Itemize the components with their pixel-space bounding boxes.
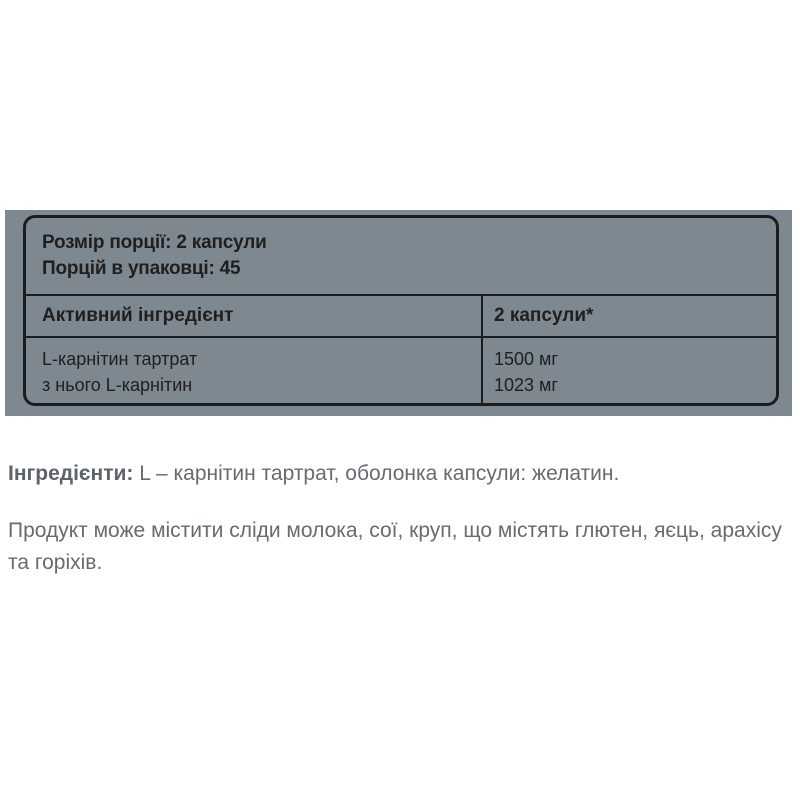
ingredient-amount: 1500 мг	[494, 349, 558, 369]
ingredients-text: L – карнітин тартрат, оболонка капсули: желатин.	[133, 462, 620, 485]
table-header	[26, 296, 776, 338]
serving-info	[26, 218, 776, 296]
ingredient-name: L-карнітин тартрат	[42, 349, 198, 369]
header-ingredient: Активний інгредієнт	[42, 305, 234, 326]
ingredient-name: з нього L-карнітин	[42, 375, 193, 395]
ingredients-paragraph	[8, 458, 794, 490]
ingredients-heading: Інгредієнти:	[8, 462, 134, 485]
supplement-facts-panel	[5, 210, 792, 416]
ingredient-amount: 1023 мг	[494, 375, 558, 395]
servings-per-container: Порцій в упаковці: 45	[42, 258, 241, 279]
allergen-note: Продукт може містити сліди молока, сої, круп, що містять глютен, яєць, арахісу та горіхів.	[8, 519, 782, 574]
serving-size: Розмір порції: 2 капсули	[42, 232, 267, 253]
supplement-facts-label	[23, 215, 779, 406]
amount-column	[494, 340, 558, 398]
ingredient-column	[42, 340, 197, 398]
header-amount: 2 капсули*	[494, 305, 594, 326]
table-body	[26, 340, 776, 406]
